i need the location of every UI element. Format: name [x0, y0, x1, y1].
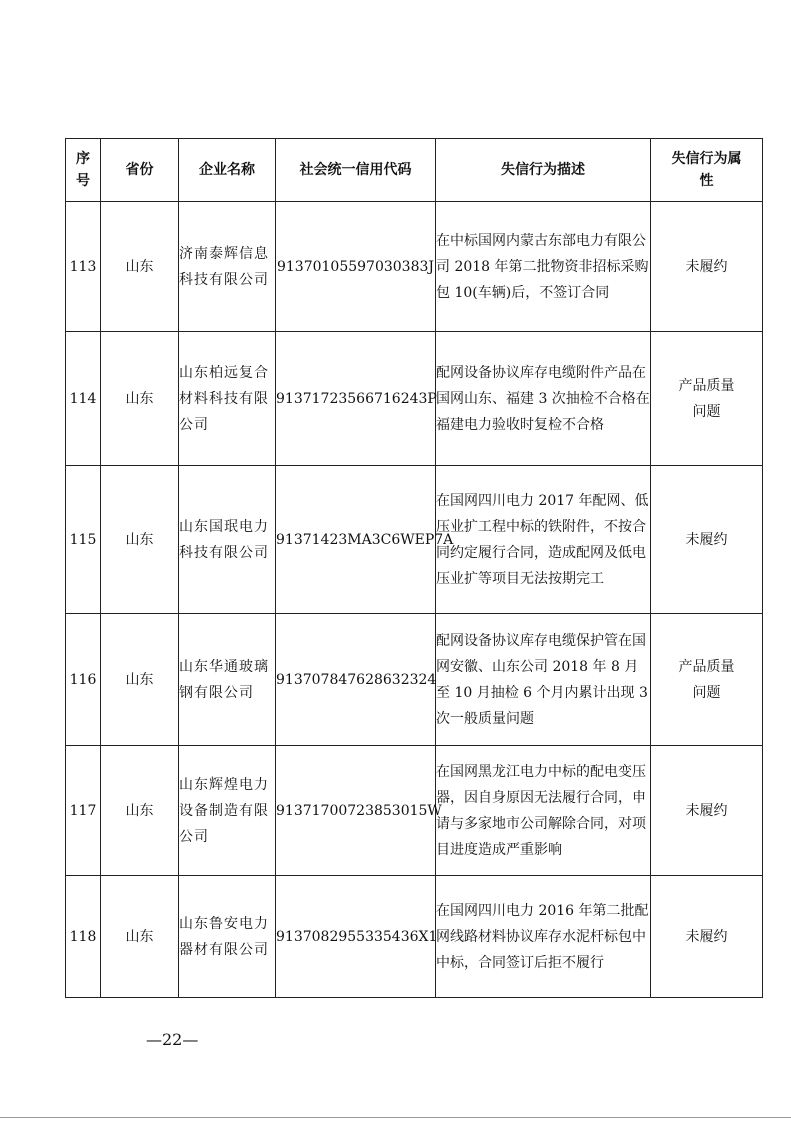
row-description: 配网设备协议库存电缆保护管在国网安徽、山东公司 2018 年 8 月至 10 月抽检 6 个月内累计出现 3 次一般质量问题: [436, 614, 651, 746]
row-seq: 114: [66, 332, 101, 466]
page-number: —22—: [146, 1030, 199, 1049]
row-seq: 115: [66, 466, 101, 614]
row-province: 山东: [101, 466, 179, 614]
row-company: 山东柏远复合材料科技有限公司: [179, 332, 276, 466]
row-attribute: 产品质量问题: [651, 614, 763, 746]
row-seq: 113: [66, 202, 101, 332]
row-province: 山东: [101, 202, 179, 332]
header-company: 企业名称: [179, 139, 276, 202]
row-description: 在中标国网内蒙古东部电力有限公司 2018 年第二批物资非招标采购包 10(车辆)后，不签订合同: [436, 202, 651, 332]
header-credit-code: 社会统一信用代码: [276, 139, 436, 202]
row-company: 山东华通玻璃钢有限公司: [179, 614, 276, 746]
row-province: 山东: [101, 876, 179, 998]
row-province: 山东: [101, 332, 179, 466]
row-attribute: 未履约: [651, 202, 763, 332]
header-seq: 序号: [66, 139, 101, 202]
row-attribute: 产品质量问题: [651, 332, 763, 466]
row-description: 在国网黑龙江电力中标的配电变压器，因自身原因无法履行合同，申请与多家地市公司解除合同，对项目进度造成严重影响: [436, 746, 651, 876]
header-province: 省份: [101, 139, 179, 202]
row-seq: 117: [66, 746, 101, 876]
row-province: 山东: [101, 614, 179, 746]
row-seq: 118: [66, 876, 101, 998]
table-row: [66, 202, 763, 332]
row-credit-code: 91371700723853015W: [276, 746, 436, 876]
row-credit-code: 91371423MA3C6WEP7A: [276, 466, 436, 614]
table-row: [66, 332, 763, 466]
row-province: 山东: [101, 746, 179, 876]
row-company: 山东辉煌电力设备制造有限公司: [179, 746, 276, 876]
row-company: 山东国珉电力科技有限公司: [179, 466, 276, 614]
row-attribute: 未履约: [651, 466, 763, 614]
row-description: 配网设备协议库存电缆附件产品在国网山东、福建 3 次抽检不合格在福建电力验收时复检不合格: [436, 332, 651, 466]
row-company: 济南泰辉信息科技有限公司: [179, 202, 276, 332]
row-credit-code: 913707847628632324: [276, 614, 436, 746]
dishonesty-table: [65, 138, 763, 998]
row-description: 在国网四川电力 2017 年配网、低压业扩工程中标的铁附件，不按合同约定履行合同，造成配网及低电压业扩等项目无法按期完工: [436, 466, 651, 614]
row-attribute: 未履约: [651, 746, 763, 876]
row-company: 山东鲁安电力器材有限公司: [179, 876, 276, 998]
table-row: [66, 614, 763, 746]
header-row: [66, 139, 763, 202]
row-credit-code: 91371723566716243P: [276, 332, 436, 466]
row-description: 在国网四川电力 2016 年第二批配网线路材料协议库存水泥杆标包中中标，合同签订后拒不履行: [436, 876, 651, 998]
header-attribute: 失信行为属性: [651, 139, 763, 202]
table-row: [66, 466, 763, 614]
row-seq: 116: [66, 614, 101, 746]
table-row: [66, 876, 763, 998]
page-bottom-edge: [0, 1117, 791, 1118]
row-credit-code: 9137082955335436X1: [276, 876, 436, 998]
row-credit-code: 91370105597030383J: [276, 202, 436, 332]
row-attribute: 未履约: [651, 876, 763, 998]
header-description: 失信行为描述: [436, 139, 651, 202]
table-row: [66, 746, 763, 876]
